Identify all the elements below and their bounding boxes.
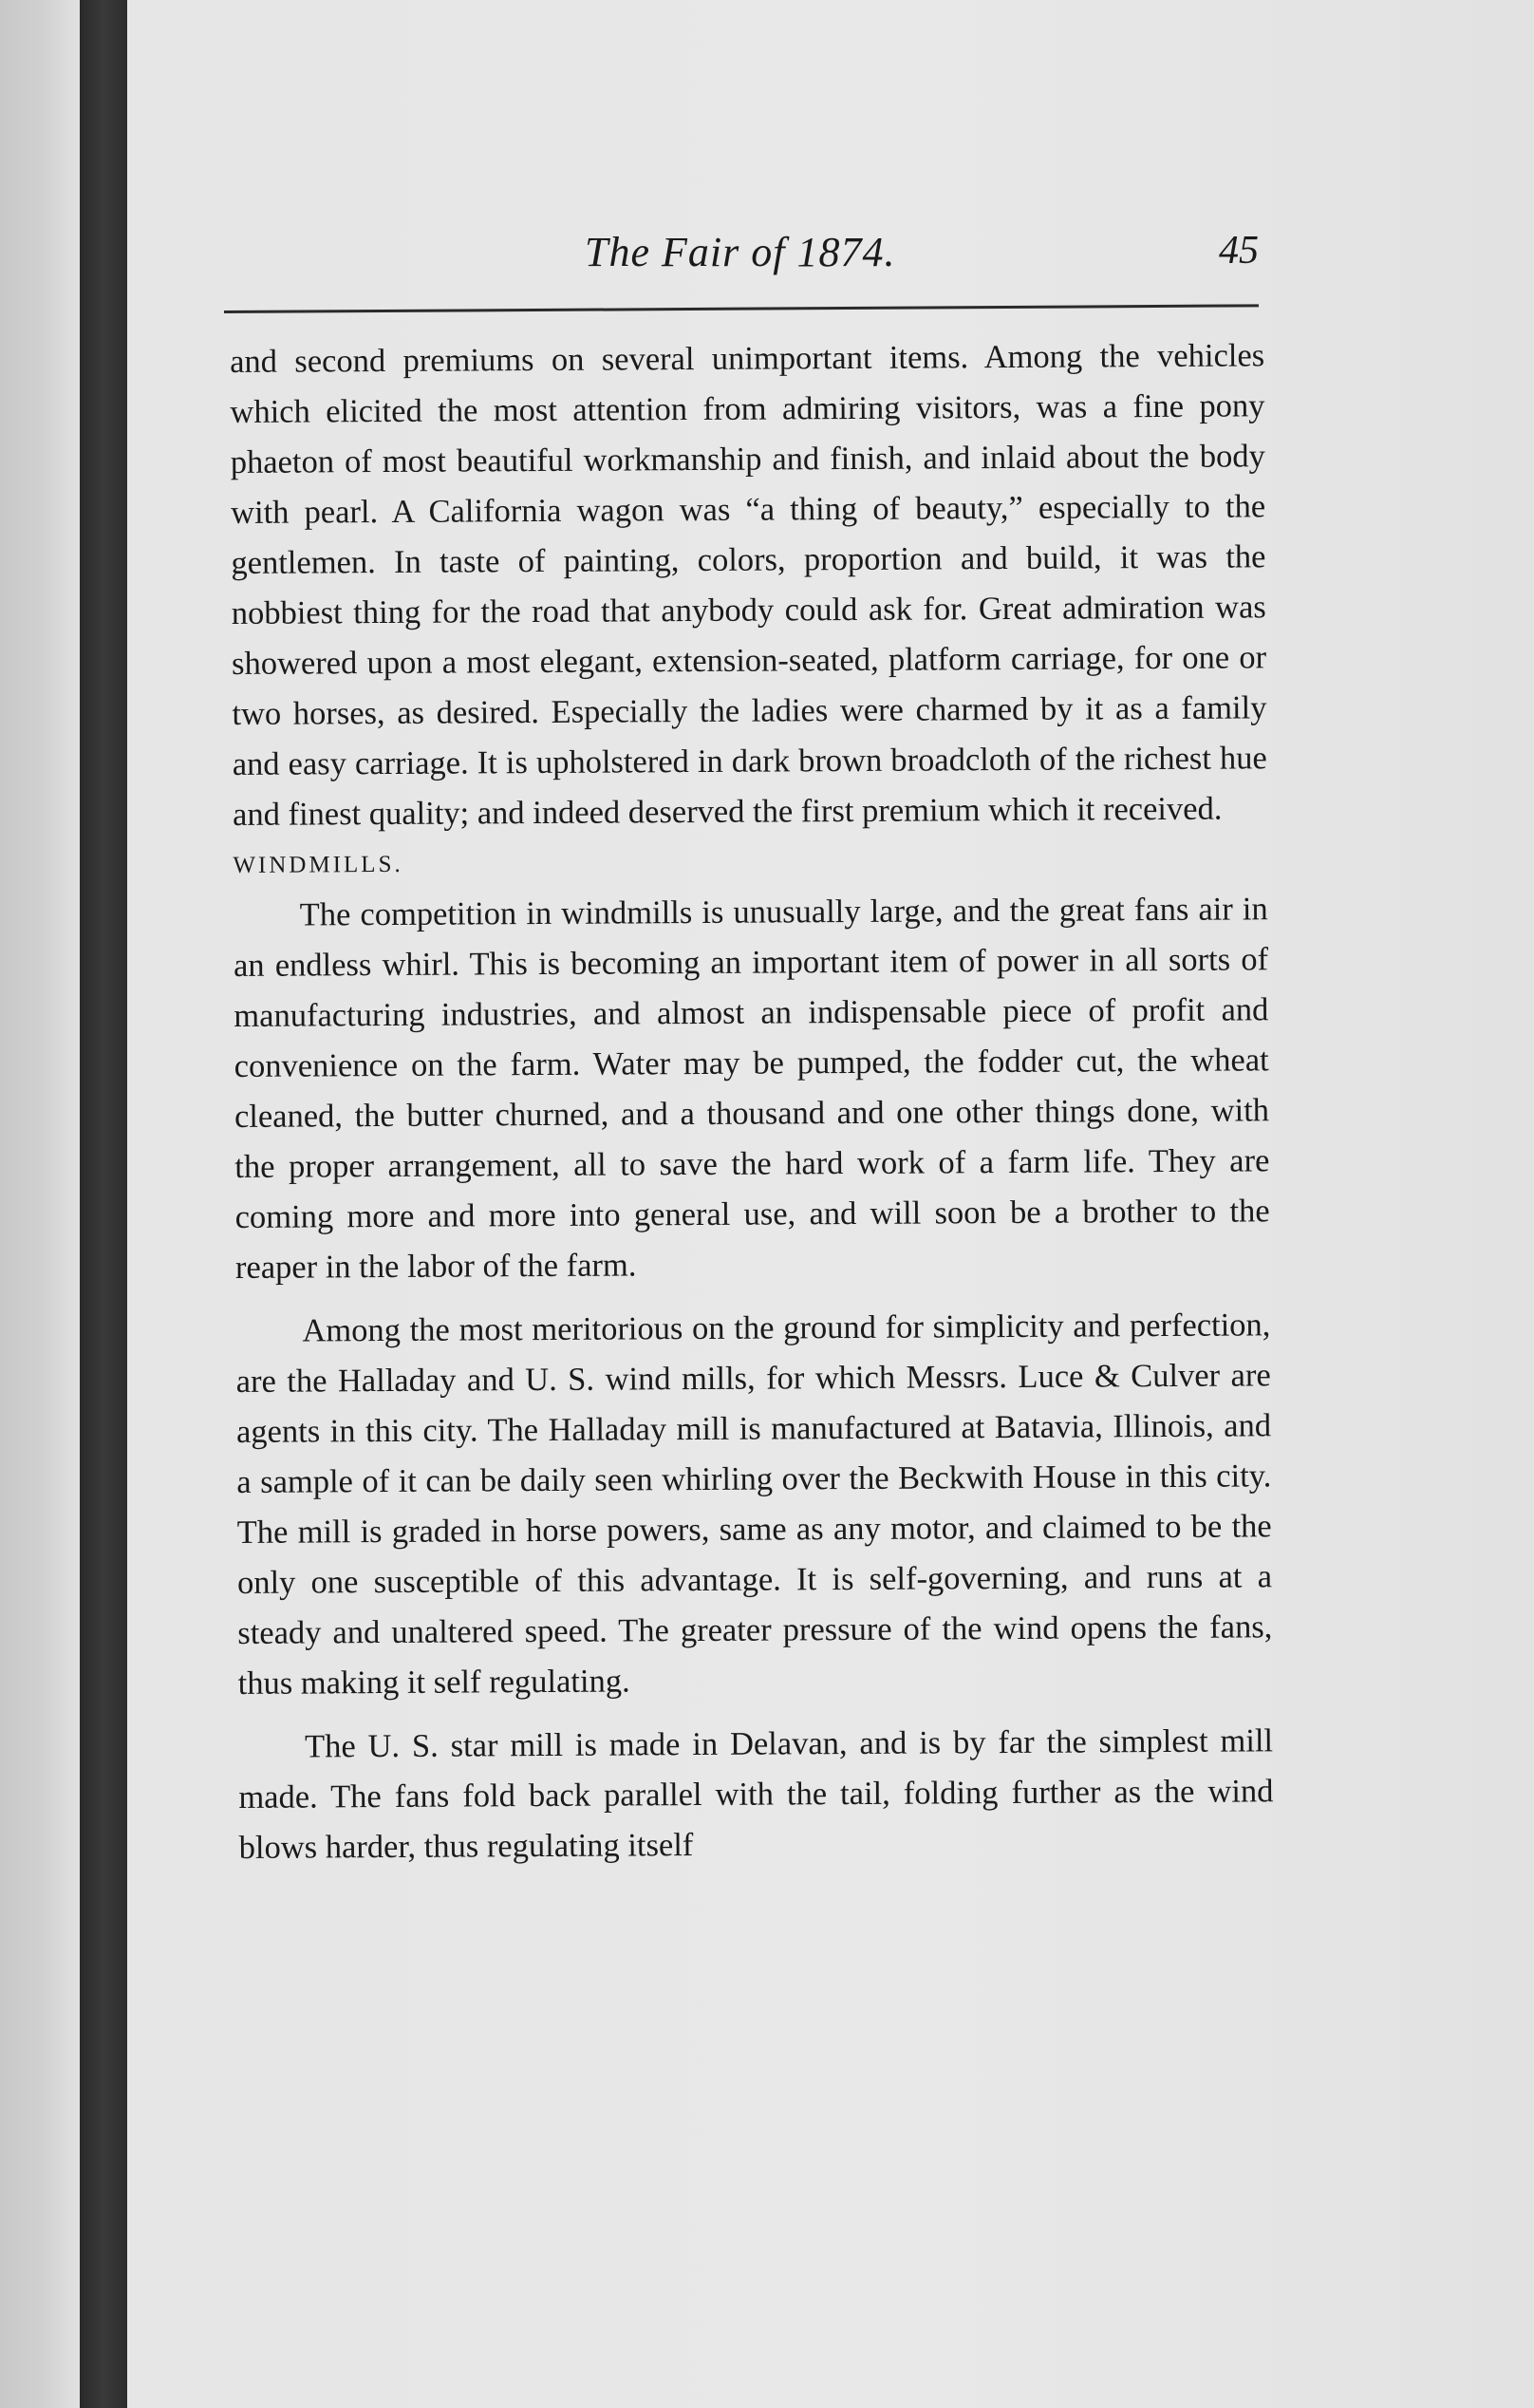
paragraph: and second premiums on several unimportant items. Among the vehicles which elicited the most attention from admiring visitors, was a fine pony phaeton of most beautiful workmanship and finish, and inlaid about the body with pearl. A California wagon was “a thing of beauty,” especially to the gentlemen. In taste of painting, colors, proportion and build, it was the nobbiest thing for the road that anybody could ask for. Great admiration was showered upon a most elegant, extension-seated, platform carriage, for one or two horses, as desired. Especially the ladies were charmed by it as a family and easy carriage. It is upholstered in dark brown broadcloth of the richest hue and finest quality; and indeed deserved the first premium which it received. — [230, 337, 1267, 833]
page-gutter — [0, 0, 76, 2408]
running-head: The Fair of 1874. — [585, 229, 896, 275]
page-number: 45 — [1219, 229, 1259, 273]
paragraph: Among the most meritorious on the ground for simplicity and perfection, are the Halladay and U. S. wind mills, for which Messrs. Luce & Culver are agents in this city. The Halladay mill is manufactured at Batavia, Illinois, and a sample of it can be daily seen whirling over the Beckwith House in this city. The mill is graded in horse powers, same as any motor, and claimed to be the only one susceptible of this advantage. It is self-governing, and runs at a steady and unaltered speed. The greater pressure of the wind opens the fans, thus making it self regulating. — [235, 1307, 1273, 1702]
paragraph: The competition in windmills is unusually large, and the great fans air in an endless whirl. This is becoming an important item of power in all sorts of manufacturing industries, and almost an indispensable piece of profit and convenience on the farm. Water may be pumped, the fodder cut, the wheat cleaned, the butter churned, and a thousand and one other things done, with the proper arrangement, all to save the hard work of a farm life. They are coming more and more into general use, and will soon be a brother to the reaper in the labor of the farm. — [233, 891, 1270, 1286]
section-heading: WINDMILLS. — [233, 851, 403, 878]
page-header — [224, 228, 1259, 285]
header-rule — [224, 304, 1259, 313]
binding-edge — [80, 0, 127, 2408]
paragraph: The U. S. star mill is made in Delavan, and is by far the simplest mill made. The fans fold back parallel with the tail, folding further as the wind blows harder, thus regulating itself — [238, 1722, 1274, 1866]
body-text — [230, 330, 1274, 1873]
